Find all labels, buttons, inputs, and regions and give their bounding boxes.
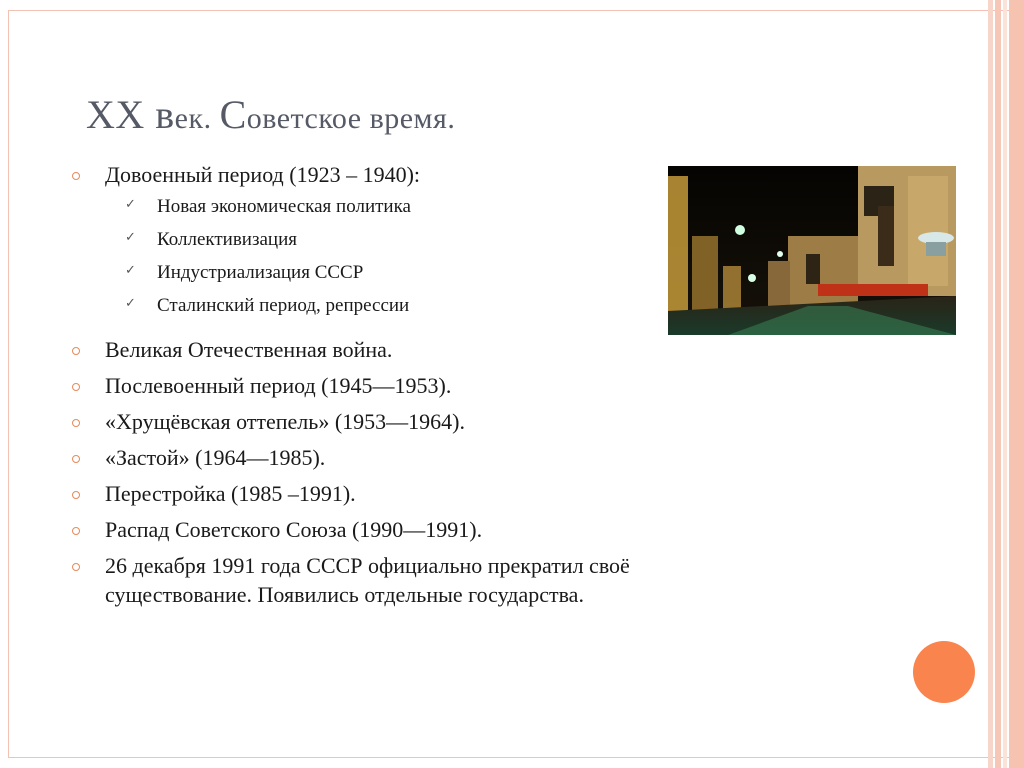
checkmark-icon: ✓ (125, 230, 136, 245)
list-item-text: Великая Отечественная война. (105, 337, 393, 362)
title-part: оветское время. (246, 102, 456, 135)
circle-bullet-icon (72, 383, 80, 391)
sublist-item (105, 228, 652, 261)
stripe (995, 0, 1001, 768)
night-city-photo (668, 166, 956, 335)
list-item (72, 160, 652, 327)
list-item (72, 407, 652, 436)
decorative-stripes (988, 0, 1024, 768)
frame-left-line (8, 10, 9, 758)
sublist-item (105, 294, 652, 327)
list-item (72, 335, 652, 364)
list-item (72, 443, 652, 472)
sublist-item-text: Индустриализация СССР (157, 262, 364, 283)
circle-bullet-icon (72, 491, 80, 499)
circle-bullet-icon (72, 455, 80, 463)
list-item (72, 479, 652, 508)
sublist-item (105, 261, 652, 294)
sublist-item-text: Коллективизация (157, 229, 297, 250)
stripe (1009, 0, 1024, 768)
circle-bullet-icon (72, 563, 80, 571)
content-list (72, 160, 652, 609)
list-item-text: Распад Советского Союза (1990—1991). (105, 517, 483, 542)
circle-bullet-icon (72, 527, 80, 535)
circle-bullet-icon (72, 419, 80, 427)
frame-top-line (8, 10, 1024, 11)
sublist-item-text: Новая экономическая политика (157, 196, 411, 217)
title-part: С (219, 92, 247, 137)
orange-circle-decoration (913, 641, 975, 703)
list-item (72, 515, 652, 544)
frame-bottom-line (8, 757, 1024, 758)
list-item-text: 26 декабря 1991 года СССР официально прекратил своё существование. Появились отдельные государства. (105, 553, 630, 607)
stripe (988, 0, 993, 768)
checkmark-icon: ✓ (125, 263, 136, 278)
list-item-text: Перестройка (1985 –1991). (105, 481, 356, 506)
sublist-item-text: Сталинский период, репрессии (157, 295, 410, 316)
circle-bullet-icon (72, 347, 80, 355)
sublist-item (105, 195, 652, 228)
title-part: ек. (174, 102, 220, 135)
list-item-text: «Застой» (1964—1985). (105, 445, 326, 470)
circle-bullet-icon (72, 172, 80, 180)
checkmark-icon: ✓ (125, 296, 136, 311)
list-item-text: Послевоенный период (1945—1953). (105, 373, 452, 398)
checkmark-icon: ✓ (125, 197, 136, 212)
list-item (72, 371, 652, 400)
list-item-text: Довоенный период (1923 – 1940): (105, 162, 421, 187)
stripe (1003, 0, 1007, 768)
sublist (105, 195, 652, 327)
slide-title (86, 88, 766, 146)
title-part: XX в (86, 92, 175, 137)
list-item-text: «Хрущёвская оттепель» (1953—1964). (105, 409, 465, 434)
list-item (72, 551, 652, 609)
